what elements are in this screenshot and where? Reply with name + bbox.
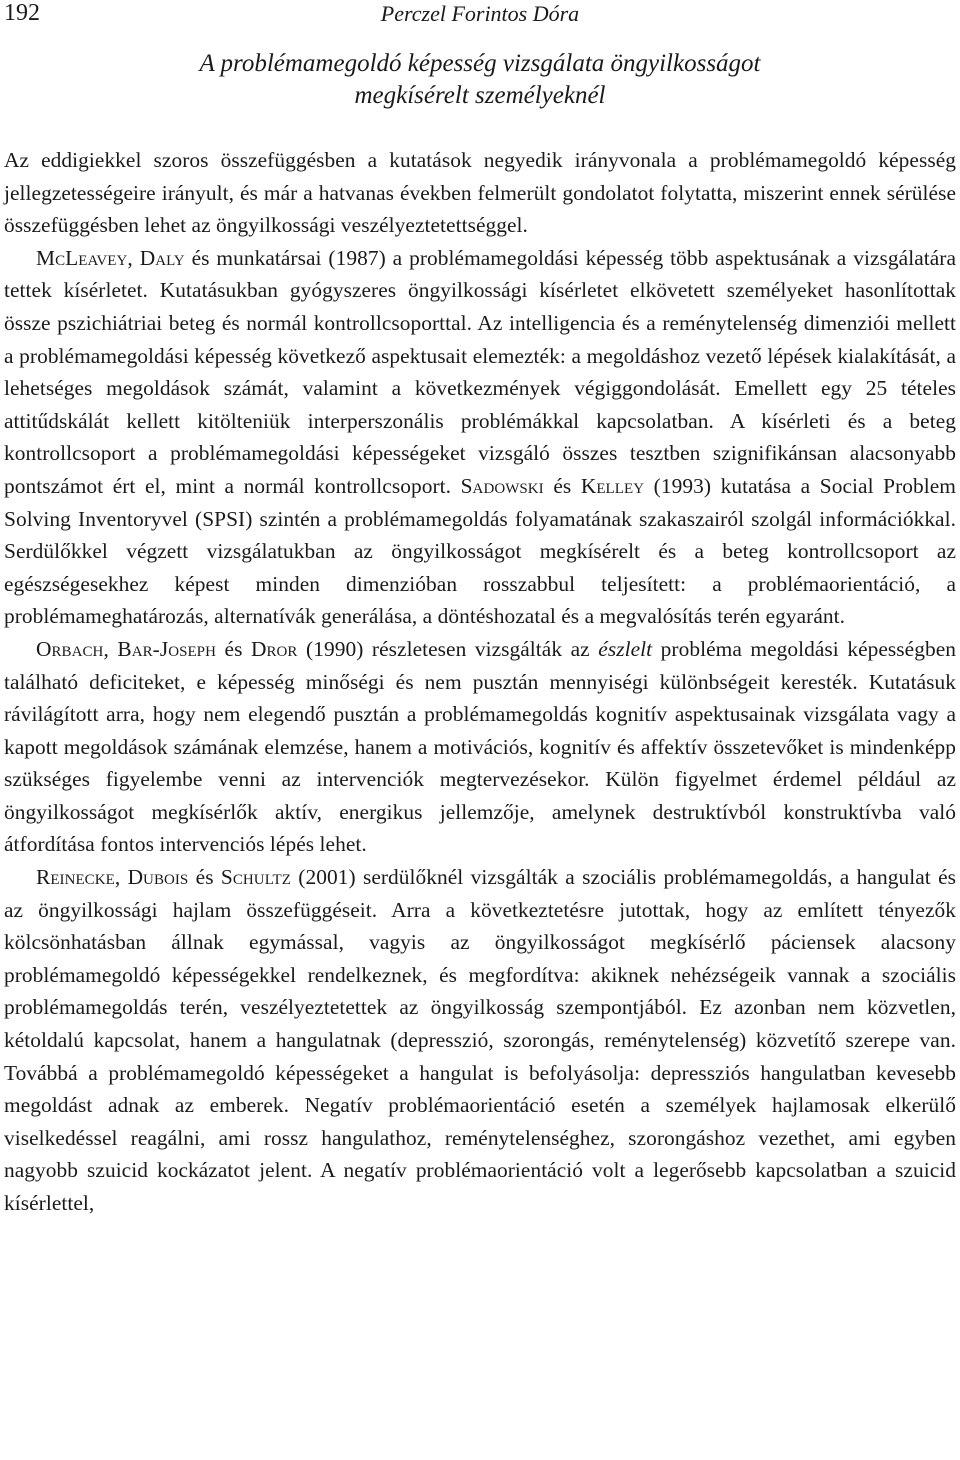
author-name: Dubois: [127, 865, 189, 890]
paragraph-1: Az eddigiekkel szoros összefüggésben a kutatások negyedik irányvonala a problémamegoldó képesség jellegzetességeire irányult, és már a hatvanas években felmerült gondolatot folytatta, miszerint ennek sérülése összefüggésben lehet az öngyilkossági veszélyeztetettséggel.: [4, 148, 956, 238]
separator: ,: [114, 865, 128, 890]
paragraph-text: probléma megoldási képességben található deficiteket, e képesség minőségi és nem pusztán mennyiségi különbségeit keresték. Kutatásuk rávilágított arra, hogy nem elegendő pusztán a problémamegoldás kognitív aspektusainak vizsgálata vagy a kapott megoldások számának elemzése, hanem a motivációs, kognitív és affektív összetevőket is mindenképp szükséges figyelembe venni az intervenciók megtervezésekor. Külön figyelmet érdemel például az öngyilkosságot megkísérlők aktív, energikus jellemzője, amelynek destruktívból konstruktívba való átfordítása fontos intervenciós lépés lehet.: [4, 636, 956, 857]
separator: ,: [103, 636, 118, 661]
author-name: Dror: [251, 636, 298, 661]
separator: ,: [127, 245, 140, 270]
paragraph-text: (1993) kutatása a Social Problem Solving Inventoryvel (SPSI) szintén a problémamegoldás folyamatának szakaszairól szolgál információkkal. Serdülőkkel végzett vizsgálatukban az öngyilkosságot megkísérelt és a beteg kontrollcsoport az egészségesekhez képest minden dimenzióban rosszabbul teljesített: a problémaorientáció, a problémameghatározás, alternatívák generálása, a döntéshozatal és a megvalósítás terén egyaránt.: [4, 473, 956, 629]
author-name: Reinecke: [36, 865, 115, 890]
conjunction: és: [543, 473, 581, 498]
paragraph-4: [4, 861, 956, 1220]
page-header: [0, 0, 960, 36]
section-title-line-2: megkísérelt személyeknél: [354, 82, 606, 109]
section-title-line-1: A problémamegoldó képesség vizsgálata öngyilkosságot: [199, 50, 761, 77]
paragraph-text: (2001) serdülőknél vizsgálták a szociális problémamegoldás, a hangulat és az öngyilkossági hajlam összefüggéseit. Arra a következtetésre jutottak, hogy az említett tényezők kölcsönhatásban állnak egymással, vagyis az öngyilkosságot megkísérlő páciensek alacsony problémamegoldó képességekkel rendelkeznek, és megfordítva: akiknek nehézségeik vannak a szociális problémamegoldás terén, veszélyeztetettek az öngyilkosság szempontjából. Ez azonban nem közvetlen, kétoldalú kapcsolat, hanem a hangulatnak (depresszió, szorongás, reménytelenség) közvetítő szerepe van. Továbbá a problémamegoldó képességeket a hangulat is befolyásolja: depressziós hangulatban kevesebb megoldást adnak az emberek. Negatív problémaorientáció esetén a személyek hajlamosak elkerülő viselkedéssel reagálni, ami rossz hangulathoz, reménytelenséghez, szorongáshoz vezethet, ami egyben nagyobb szuicid kockázatot jelent. A negatív problémaorientáció volt a legerősebb kapcsolatban a szuicid kísérlettel,: [4, 865, 956, 1215]
body-text: [4, 144, 956, 1220]
paragraph-text: (1990) részletesen vizsgálták az: [297, 636, 599, 661]
page-number: 192: [4, 0, 40, 26]
conjunction: és: [188, 865, 221, 890]
conjunction: és: [215, 636, 251, 661]
author-name: Kelley: [580, 473, 645, 498]
section-title: [0, 48, 960, 112]
paragraph-text: és munkatársai (1987) a problémamegoldási képesség több aspektusának a vizsgálatára tettek kísérletet. Kutatásukban gyógyszeres öngyilkossági kísérletet elkövetett személyeket hasonlítottak össze pszichiátriai beteg és normál kontrollcsoporttal. Az intelligencia és a reménytelenség dimenziói mellett a problémamegoldási képesség következő aspektusait elemezték: a megoldáshoz vezető lépések kialakítását, a lehetséges megoldások számát, valamint a következmények végiggondolását. Emellett egy 25 tételes attitűdskálát kellett kitölteniük interperszonális problémákkal kapcsolatban. A kísérleti és a beteg kontrollcsoport a problémamegoldási képességeket vizsgáló összes tesztben szignifikánsan alacsonyabb pontszámot ért el, mint a normál kontrollcsoport.: [4, 245, 956, 498]
emphasized-word: észlelt: [598, 636, 653, 661]
author-name: Daly: [139, 245, 185, 270]
author-name: Sadowski: [460, 473, 544, 498]
author-name: Orbach: [36, 636, 104, 661]
author-name: McLeavey: [36, 245, 128, 270]
paragraph-3: [4, 633, 956, 861]
running-head: Perczel Forintos Dóra: [380, 1, 580, 26]
author-name: Bar-Joseph: [117, 636, 216, 661]
paragraph-2: [4, 242, 956, 633]
author-name: Schultz: [220, 865, 291, 890]
